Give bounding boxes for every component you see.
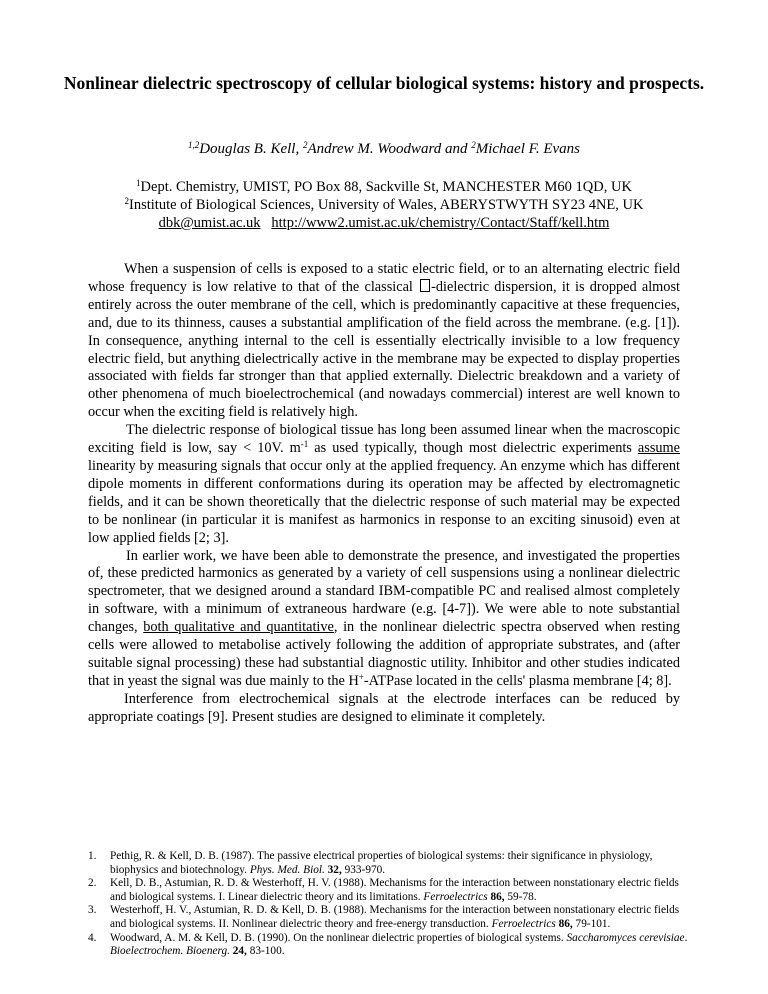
reference-pages: 59-78. bbox=[504, 890, 537, 903]
underlined-text: assume bbox=[637, 440, 681, 457]
affiliation-text: Dept. Chemistry, UMIST, PO Box 88, Sackville St, MANCHESTER M60 1QD, UK bbox=[140, 179, 632, 195]
paragraph-4 bbox=[88, 691, 680, 727]
reference-volume: 32, bbox=[324, 863, 342, 876]
reference-item bbox=[88, 932, 688, 959]
reference-item bbox=[88, 877, 688, 904]
reference-pages: 933-970. bbox=[341, 863, 386, 876]
affiliations bbox=[60, 178, 708, 232]
reference-volume: 86, bbox=[555, 917, 573, 930]
underlined-text: both qualitative and quantitative bbox=[143, 619, 334, 636]
paragraph-text: When a suspension of cells is exposed to a static electric field, or to an alternating electric field whose frequency is low relative to that of the classical bbox=[88, 261, 680, 295]
reference-item bbox=[88, 850, 688, 877]
paper-title: Nonlinear dielectric spectroscopy of cellular biological systems: history and prospects. bbox=[63, 73, 705, 93]
author-sup: 2 bbox=[302, 140, 308, 150]
reference-journal: Ferroelectrics bbox=[423, 890, 488, 903]
email-link[interactable]: dbk@umist.ac.uk bbox=[158, 215, 261, 231]
reference-text: Pethig, R. & Kell, D. B. (1987). The passive electrical properties of biological systems: their significance in physiology, biophysics and biotechnology. bbox=[110, 850, 653, 876]
paragraph-3 bbox=[88, 548, 680, 691]
reference-number: 3. bbox=[88, 904, 97, 917]
reference-volume: 86, bbox=[487, 890, 505, 903]
reference-number: 1. bbox=[88, 850, 97, 862]
contact-line bbox=[60, 214, 708, 232]
reference-text: Woodward, A. M. & Kell, D. B. (1990). On the nonlinear dielectric properties of biological systems. bbox=[110, 931, 567, 944]
author-woodward: Andrew M. Woodward and bbox=[307, 141, 472, 157]
paragraph-text: -dielectric dispersion, it is dropped almost entirely across the outer membrane of the cell, which is predominantly capacitive at these frequencies, and, due to its thinness, causes a substantial amplification of the field across the membrane. (e.g. [1]). In consequence, anything internal to the cell is essentially electrically invisible to a low frequency electric field, but anything dielectrically active in the membrane may be expected to display properties associated with fields far stronger than that applied externally. Dielectric breakdown and a variety of other phenomena of much bioelectrochemical (and nowadays commercial) interest are well known to occur when the exciting field is relatively high. bbox=[88, 278, 680, 421]
reference-volume: 24, bbox=[229, 945, 247, 958]
reference-journal: Saccharomyces cerevisiae bbox=[566, 931, 685, 944]
reference-text: . bbox=[684, 931, 688, 944]
reference-pages: 79-101. bbox=[572, 917, 611, 930]
author-sup: 1,2 bbox=[187, 140, 200, 150]
paragraph-text: , in the nonlinear dielectric spectra observed when resting cells were allowed to metabolise actively following the addition of appropriate substrates, and (after suitable signal processing) these had substantial diagnostic utility. Inhibitor and other studies indicated that in yeast the signal was due mainly to the H bbox=[88, 619, 680, 689]
author-sup: 2 bbox=[471, 140, 476, 150]
paragraph-text: The dielectric response of biological tissue has long been assumed linear when the macroscopic exciting field is low, say < 10V. m bbox=[88, 422, 680, 457]
paragraph-text: -ATPase located in the cells' plasma membrane [4; 8]. bbox=[363, 672, 672, 689]
superscript: -1 bbox=[300, 439, 309, 450]
reference-journal: Phys. Med. Biol. bbox=[249, 863, 325, 876]
reference-journal: Bioelectrochem. Bioenerg. bbox=[110, 945, 230, 958]
affiliation-sup: 2 bbox=[124, 196, 130, 206]
paragraph-text: Interference from electrochemical signals at the electrode interfaces can be reduced by appropriate coatings [9]. Present studies are designed to eliminate it completely. bbox=[88, 690, 680, 725]
affiliation-1 bbox=[60, 178, 708, 196]
reference-number: 4. bbox=[88, 931, 97, 944]
homepage-link[interactable]: http://www2.umist.ac.uk/chemistry/Contact/Staff/kell.htm bbox=[271, 215, 610, 231]
reference-text: Kell, D. B., Astumian, R. D. & Westerhoff, H. V. (1988). Mechanisms for the interaction between nonstationary electric fields and biological systems. I. Linear dielectric theory and its limitations. bbox=[110, 877, 679, 903]
paragraph-1 bbox=[88, 261, 680, 422]
references bbox=[88, 850, 688, 959]
reference-pages: 83-100. bbox=[246, 945, 285, 958]
author-kell: Douglas B. Kell, bbox=[199, 141, 303, 157]
paragraph-text: as used typically, though most dielectric experiments bbox=[308, 440, 638, 457]
author-evans: Michael F. Evans bbox=[475, 141, 581, 157]
reference-item bbox=[88, 904, 688, 931]
reference-journal: Ferroelectrics bbox=[491, 917, 556, 930]
paragraph-text: In earlier work, we have been able to demonstrate the presence, and investigated the properties of, these predicted harmonics as generated by a variety of cell suspensions using a nonlinear dielectric spectrometer, that we designed around a standard IBM-compatible PC and realised almost completely in software, with a minimum of extraneous hardware (e.g. [4-7]). We were able to note substantial changes, bbox=[88, 547, 680, 636]
reference-text: Westerhoff, H. V., Astumian, R. D. & Kell, D. B. (1988). Mechanisms for the interaction between nonstationary electric fields and biological systems. II. Nonlinear dielectric theory and free-energy transduction. bbox=[110, 904, 680, 930]
superscript: + bbox=[358, 671, 364, 682]
reference-number: 2. bbox=[88, 877, 97, 890]
paragraph-2 bbox=[88, 422, 680, 547]
missing-glyph-icon bbox=[420, 279, 430, 292]
paragraph-text: linearity by measuring signals that occur only at the applied frequency. An enzyme which has different dipole moments in different conformations during its operation may be affected by electromagnetic fields, and it can be shown theoretically that the dielectric response of such material may be expected to be nonlinear (in particular it is manifest as harmonics in response to an exciting sinusoid) even at low applied fields [2; 3]. bbox=[88, 457, 680, 546]
affiliation-text: Institute of Biological Sciences, University of Wales, ABERYSTWYTH SY23 4NE, UK bbox=[129, 197, 644, 213]
body-text bbox=[88, 261, 680, 727]
author-line bbox=[60, 140, 708, 158]
affiliation-2 bbox=[60, 196, 708, 214]
affiliation-sup: 1 bbox=[136, 178, 141, 188]
